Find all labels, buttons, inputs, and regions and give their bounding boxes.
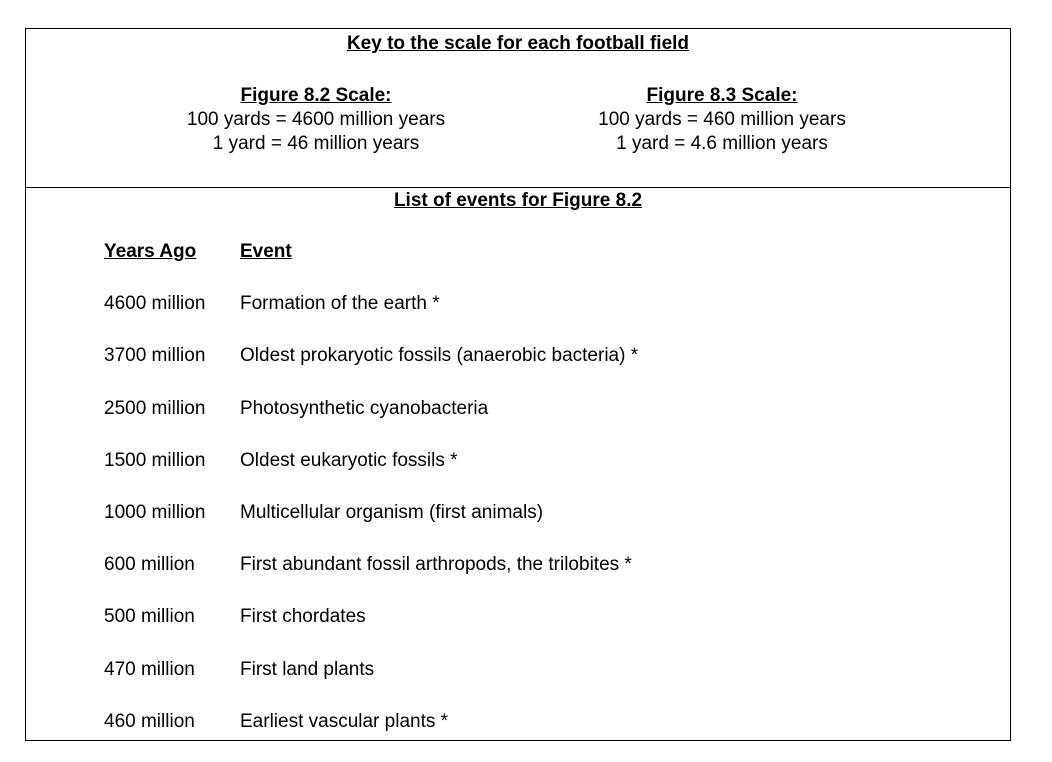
row-years: 600 million [104,554,195,576]
event-header: Event [240,241,292,262]
figure-8-2-scale [146,84,486,156]
row-years: 2500 million [104,397,206,419]
row-event: Photosynthetic cyanobacteria [240,397,489,419]
years-ago-header: Years Ago [104,241,197,262]
figure-8-3-scale-line1: 100 yards = 460 million years [598,109,846,130]
row-years: 4600 million [104,293,206,315]
figure-8-2-scale-line1: 100 yards = 4600 million years [186,109,446,130]
figure-8-3-scale-heading: Figure 8.3 Scale: [646,85,798,106]
document-frame [25,28,1011,741]
row-event: First abundant fossil arthropods, the trilobites * [240,554,632,576]
row-years: 1500 million [104,449,206,471]
row-years: 470 million [104,658,195,680]
figure-8-2-scale-heading: Figure 8.2 Scale: [240,85,392,106]
events-title: List of events for Figure 8.2 [393,190,643,211]
row-years: 460 million [104,710,195,732]
key-title: Key to the scale for each football field [346,33,690,54]
row-years: 3700 million [104,345,206,367]
figure-8-2-scale-line2: 1 yard = 46 million years [212,133,420,154]
row-event: First chordates [240,606,366,628]
row-years: 1000 million [104,501,206,523]
row-event: Oldest eukaryotic fossils * [240,449,458,471]
figure-8-3-scale-line2: 1 yard = 4.6 million years [616,133,828,154]
row-event: Formation of the earth * [240,293,440,315]
row-event: Multicellular organism (first animals) [240,501,544,523]
row-years: 500 million [104,606,195,628]
row-event: First land plants [240,658,375,680]
section-divider [26,187,1010,188]
figure-8-3-scale [552,84,892,156]
row-event: Oldest prokaryotic fossils (anaerobic bacteria) * [240,345,639,367]
row-event: Earliest vascular plants * [240,710,449,732]
